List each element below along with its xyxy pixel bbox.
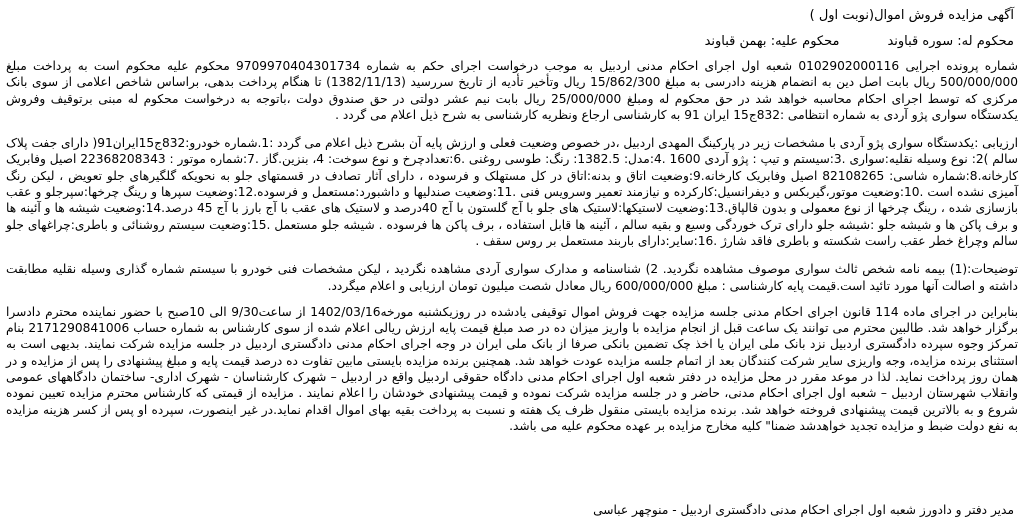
defendant-name: بهمن قباوند [704,34,767,49]
notes-paragraph: توضیحات:(1) بیمه نامه شخص ثالث سواری موصوف مشاهده نگردید. 2) شناسنامه و مدارک سواری آردی مشاهده نگردید ، لیکن مشخصات فنی خودرو با سیستم شماره گذاری وسیله نقلیه مطابقت داشته و اصالت آنها مورد تائید است.قیمت پایه کارشناسی : مبلغ 600/000/000 ریال معادل شصت میلیون تومان ارزیابی و اعلام میگردد. [6,262,1018,293]
defendant-party [705,32,840,52]
evaluation-paragraph: ارزیابی :یکدستگاه سواری پژو آردی با مشخصات زیر در پارکینگ المهدی اردبیل ،در خصوص وضعیت فعلی و ارزش پایه آن بشرح ذیل اعلام می گردد :1.شماره خودرو:832ج15ایران91( دارای جفت پلاک سالم )2: نوع وسیله نقلیه:سواری .3:سیستم و تیپ : پژو آردی 1600 .4:مدل: 1382.5: رنگ: طوسی روغنی .6:تعدادچرخ و نوع سوخت: 4، بنزین.گاز .7:شماره موتور : 22368208343 اصیل وفابریک کارخانه.8:شماره شاسی: 82108265 اصیل وفابریک کارخانه.9:وضعیت اتاق و بدنه:اتاق در کل مستهلک و فرسوده ، دارای آثار تصادف در قسمتهای جلو به نحویکه گلگیرهای جلو تعویض ، لیکن رنگ آمیزی نشده است .10:وضعیت موتور،گیربکس و دیفرانسیل:کارکرده و نیازمند تعمیر وسرویس فنی .11:وضعیت صندلیها و داشبورد:مستعمل و فرسوده.12:وضعیت سپرها و رینگ چرخها:سپرجلو و عقب بازسازی شده ، رینگ چرخها از نوع معمولی و بدون قالپاق.13:وضعیت لاستیکها:لاستیک های جلو با آج گلستون با آج 40درصد و لاستیک های عقب با آج بارز با آج 45 درصد.14:وضعیت شیشه ها و آئینه ها و برف پاکن ها و شیشه جلو :شیشه جلو دارای ترک خوردگی وسیع و بقیه سالم ، آئینه ها قابل استفاده ، برف پاکن ها فرسوده . شیشه جلو مستعمل .15:وضعیت سیستم روشنائی و باطری:چراغهای جلو سالم وچراغ خطر عقب راست شکسته و باطری فاقد شارژ .16:سایر:دارای باربند مستعمل بر روس سقف . [6,136,1019,248]
case-paragraph: شماره پرونده اجرایی 0102902000116 شعبه اول اجرای احکام مدنی اردبیل به موجب درخواست اجرای حکم به شماره 9709970404301734 محکوم علیه محکوم است به پرداخت مبلغ 500/000/000 ریال بابت اصل دین به انضمام هزینه دادرسی به مبلغ 15/862/300 ریال وتأخیر تأدیه از تاریخ سررسید (1382/11/13) تا هنگام پرداخت بدهی، براساس شاخص اعلامی از سوی بانک مرکزی که توسط اجرای احکام محاسبه خواهد شد در حق محکوم له ومبلغ 25/000/000 ریال بابت نیم عشر دولتی در حق صندوق دولت ،باتوجه به درخواست محکوم له مبنی برتوقیف وفروش یکدستگاه سواری پژو آردی به شماره انتظامی :832ج15 ایران 91 به کارشناسی ارجاع ونظریه کارشناسی به شرح ذیل اعلام می گردد . [6,59,1018,122]
defendant-label: محکوم علیه: [770,34,840,49]
convicted-party [887,32,1014,52]
parties-line [6,32,1014,52]
notice-title: آگهی مزایده فروش اموال(نوبت اول ) [809,8,1014,23]
auction-paragraph: بنابراین در اجرای ماده 114 قانون اجرای احکام مدنی جلسه مزایده جهت فروش اموال توقیفی یادشده در روزیکشنبه مورخه1402/03/16 از ساعت9/30 الی 10صبح با حضور نماینده محترم دادسرا برگزار خواهد شد. طالبین محترم می توانند یک ساعت قبل از انجام مزایده با واریز میزان ده در صد مبلغ قیمت پایه ارزش ریالی اعلام شده از سوی کارشناس به شماره حساب 2171290841006 بنام تمرکز وجوه سپرده دادگستری اردبیل نزد بانک ملی ایران یا اخذ چک تضمین بانکی صرفا از بانک ملی ایران در وجه اجرای احکام مدنی دادگستری اردبیل در جلسه مزایده شرکت نمایند. بدیهی است به استثنای برنده مزایده، وجه واریزی سایر شرکت کنندگان بعد از اتمام جلسه مزایده عودت خواهد شد. همچنین برنده مزایده بایستی مابین تفاوت ده درصد قیمت پایه و مبلغ پیشنهادی را پس از مزایده و در همان روز پرداخت نماید. لذا در موعد مقرر در محل مزایده در دفتر شعبه اول اجرای احکام مدنی دادگاه حقوقی اردبیل واقع در اردبیل – شهرک کارشناسان - شهرک اداری- ساختمان دادگاههای عمومی وانقلاب شهرستان اردبیل – شعبه اول اجرای احکام مدنی، حاضر و در جلسه مزایده شرکت نموده و قیمت پیشنهادی خودشان را اعلام نمایند . مزایده از قیمتی که کارشناس محترم مزایده تعیین نموده شروع و به بالاترین قیمت پیشنهادی فروخته خواهد شد. برنده مزایده بایستی منقول ظرف یک هفته و نسبت به پرداخت بقیه بهای اموال اقدام نماید.در غیر اینصورت، سپرده او پس از کسر هزینه مزایده به نفع دولت ضبط و مزایده تجدید خواهدشد ضمنا" کلیه مخارج مزایده بر عهده محکوم علیه می باشد. [6,304,1019,433]
convicted-name: سوره قباوند [887,34,954,49]
signature-line: مدیر دفتر و دادورز شعبه اول اجرای احکام مدنی دادگستری اردبیل - منوچهر عباسی [593,503,1014,517]
convicted-label: محکوم له: [957,34,1014,49]
